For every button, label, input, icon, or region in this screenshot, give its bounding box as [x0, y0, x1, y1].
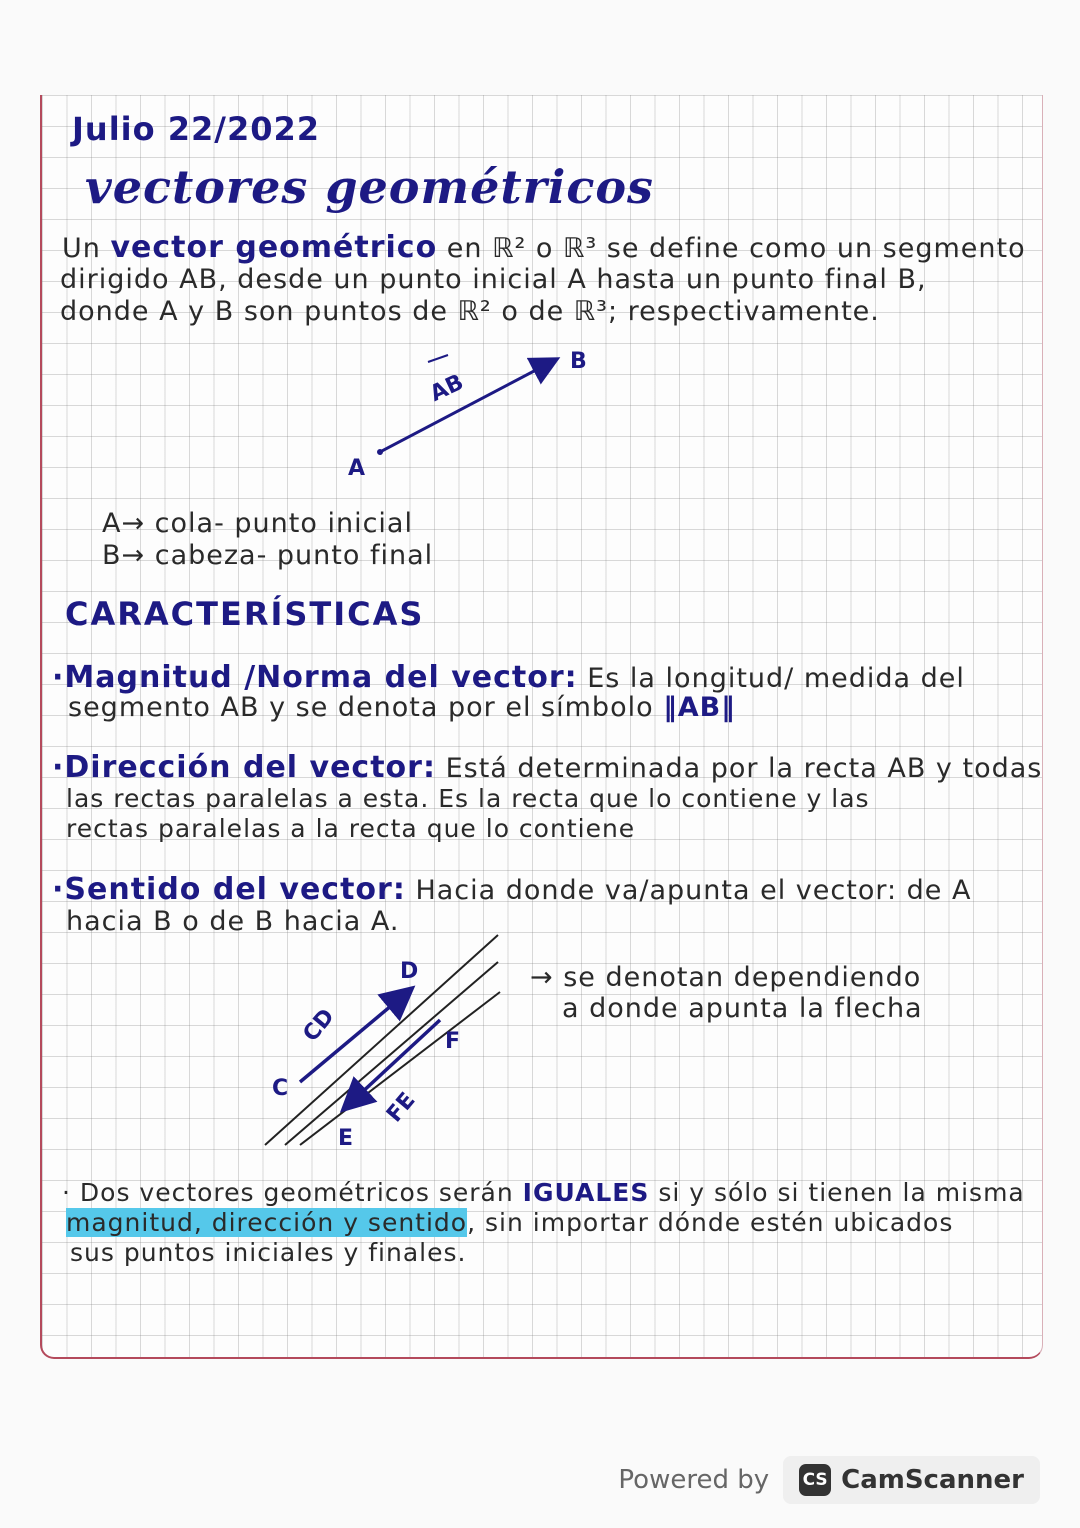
- parallel-vectors-diagram: [265, 935, 500, 1151]
- camscanner-name: CamScanner: [841, 1465, 1024, 1495]
- equality-keyword: IGUALES: [522, 1178, 650, 1207]
- sense-text-1: Hacia donde va/apunta el vector: de A: [415, 875, 972, 906]
- date: Julio 22/2022: [72, 110, 321, 148]
- label-d: D: [400, 959, 419, 984]
- page-title: vectores geométricos: [85, 160, 654, 214]
- parallel-line-1: [265, 935, 498, 1145]
- equality-highlight: magnitud, dirección y sentido: [66, 1208, 468, 1237]
- equality-text-2b: , sin importar dónde estén ubicados: [467, 1208, 954, 1237]
- label-c: C: [272, 1076, 289, 1101]
- camscanner-badge: [783, 1456, 1040, 1504]
- direction-line-2: las rectas paralelas a esta. Es la recta que lo contiene y las: [66, 784, 870, 813]
- magnitude-text-2: segmento AB y se denota por el símbolo: [68, 692, 654, 723]
- label-fe: FE: [382, 1088, 421, 1128]
- vector-ab-arrow: [380, 360, 555, 452]
- magnitude-text-1: Es la longitud/ medida del: [587, 663, 965, 694]
- equality-text-1b: si y sólo si tienen la misma: [658, 1178, 1025, 1207]
- direction-line-1: [52, 750, 1042, 785]
- direction-text-1: Está determinada por la recta AB y todas: [445, 753, 1043, 784]
- label-point-a: A: [348, 456, 366, 481]
- magnitude-line-1: [52, 660, 965, 695]
- label-ab: AB: [426, 369, 468, 407]
- magnitude-symbol: ‖AB‖: [663, 692, 736, 723]
- legend-tail-text: A→ cola- punto inicial: [102, 508, 413, 539]
- magnitude-line-2: [68, 692, 736, 723]
- equality-line-3: sus puntos iniciales y finales.: [70, 1238, 467, 1267]
- diagram-note-1: → se denotan dependiendo: [530, 962, 922, 993]
- powered-by-text: Powered by: [618, 1465, 770, 1495]
- legend-head-text: B→ cabeza- punto final: [102, 540, 434, 571]
- legend-tail: [102, 508, 413, 539]
- label-ab-arrow: [428, 355, 448, 362]
- intro-line-2: dirigido AB, desde un punto inicial A hasta un punto final B,: [60, 264, 927, 295]
- label-cd: CD: [298, 1004, 340, 1047]
- intro-term: vector geométrico: [110, 230, 438, 265]
- label-point-b: B: [570, 349, 587, 374]
- magnitude-term: ·Magnitud /Norma del vector:: [52, 660, 578, 695]
- sense-line-1: [52, 872, 971, 907]
- equality-text-1a: · Dos vectores geométricos serán: [62, 1178, 514, 1207]
- intro-prefix: Un: [62, 233, 101, 264]
- intro-line1-rest: en ℝ² o ℝ³ se define como un segmento: [446, 233, 1026, 264]
- direction-line-3: rectas paralelas a la recta que lo contiene: [66, 814, 636, 843]
- legend-head: [102, 540, 433, 571]
- label-e: E: [338, 1126, 354, 1151]
- label-f: F: [445, 1029, 461, 1054]
- diagram-note-2: a donde apunta la flecha: [562, 993, 923, 1024]
- direction-term: ·Dirección del vector:: [52, 750, 436, 785]
- equality-line-2: [66, 1208, 953, 1237]
- camscanner-watermark: [618, 1456, 1040, 1504]
- sense-line-2: hacia B o de B hacia A.: [66, 906, 400, 937]
- equality-line-1: [62, 1178, 1025, 1207]
- intro-line-3: donde A y B son puntos de ℝ² o de ℝ³; respectivamente.: [60, 296, 880, 327]
- camscanner-logo-icon: CS: [799, 1464, 831, 1496]
- vector-ab-diagram: [348, 349, 587, 481]
- sense-term: ·Sentido del vector:: [52, 872, 406, 907]
- point-a-dot: [377, 449, 383, 455]
- characteristics-heading: CARACTERÍSTICAS: [65, 595, 425, 633]
